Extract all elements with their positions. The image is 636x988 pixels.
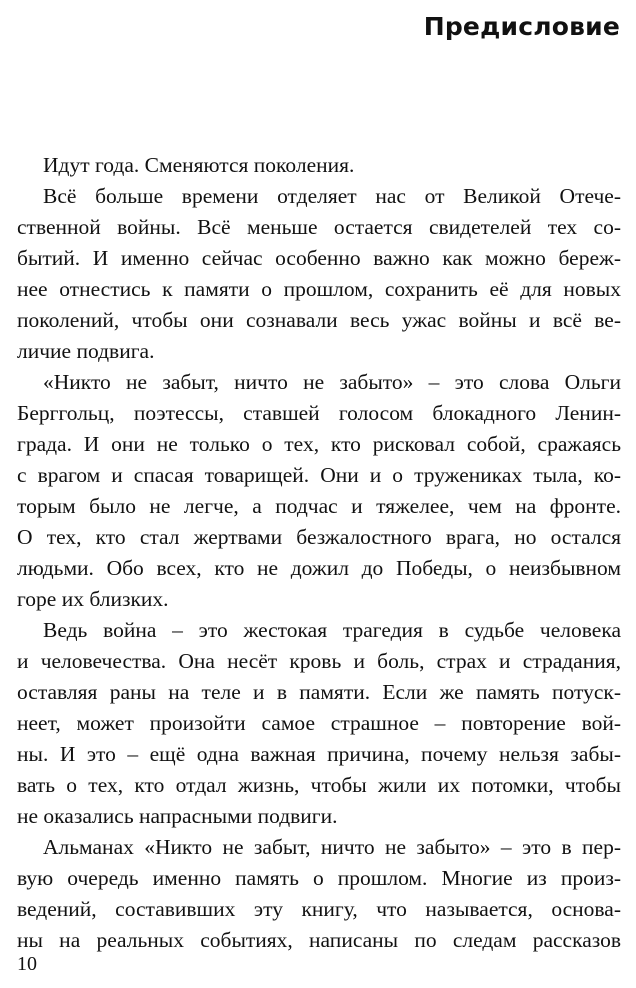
- text-line: поколений, чтобы они сознавали весь ужас войны и всё ве-: [17, 308, 621, 332]
- text-line: града. И они не только о тех, кто рисковал собой, сражаясь: [17, 432, 621, 456]
- text-line: нее отнестись к памяти о прошлом, сохранить её для новых: [17, 277, 621, 301]
- text-line: вать о тех, кто отдал жизнь, чтобы жили их потомки, чтобы: [17, 773, 621, 797]
- text-line: с врагом и спасая товарищей. Они и о тружениках тыла, ко-: [17, 463, 621, 487]
- body-text: [17, 150, 621, 956]
- text-line: неет, может произойти самое страшное – повторение вой-: [17, 711, 621, 735]
- page-number: 10: [17, 953, 37, 975]
- text-line: ведений, составивших эту книгу, что называется, основа-: [17, 897, 621, 921]
- text-line: и человечества. Она несёт кровь и боль, страх и страдания,: [17, 649, 621, 673]
- text-line: ны. И это – ещё одна важная причина, почему нельзя забы-: [17, 742, 621, 766]
- text-line: Идут года. Сменяются поколения.: [43, 153, 355, 177]
- text-line: «Никто не забыт, ничто не забыто» – это слова Ольги: [43, 370, 621, 394]
- text-line: не оказались напрасными подвиги.: [17, 804, 338, 828]
- text-line: ны на реальных событиях, написаны по следам рассказов: [17, 928, 621, 952]
- text-line: людьми. Обо всех, кто не дожил до Победы, о неизбывном: [17, 556, 621, 580]
- text-line: вую очередь именно память о прошлом. Многие из произ-: [17, 866, 621, 890]
- text-line: Альманах «Никто не забыт, ничто не забыто» – это в пер-: [43, 835, 621, 859]
- text-line: О тех, кто стал жертвами безжалостного врага, но остался: [17, 525, 621, 549]
- text-line: торым было не легче, а подчас и тяжелее, чем на фронте.: [17, 494, 621, 518]
- text-line: Берггольц, поэтессы, ставшей голосом блокадного Ленин-: [17, 401, 621, 425]
- text-line: личие подвига.: [17, 339, 155, 363]
- text-line: оставляя раны на теле и в памяти. Если же память потуск-: [17, 680, 621, 704]
- page-title: Предисловие: [423, 12, 620, 41]
- text-line: горе их близких.: [17, 587, 169, 611]
- text-line: Ведь война – это жестокая трагедия в судьбе человека: [43, 618, 621, 642]
- text-line: Всё больше времени отделяет нас от Великой Отече-: [43, 184, 621, 208]
- text-line: ственной войны. Всё меньше остается свидетелей тех со-: [17, 215, 621, 239]
- text-line: бытий. И именно сейчас особенно важно как можно береж-: [17, 246, 621, 270]
